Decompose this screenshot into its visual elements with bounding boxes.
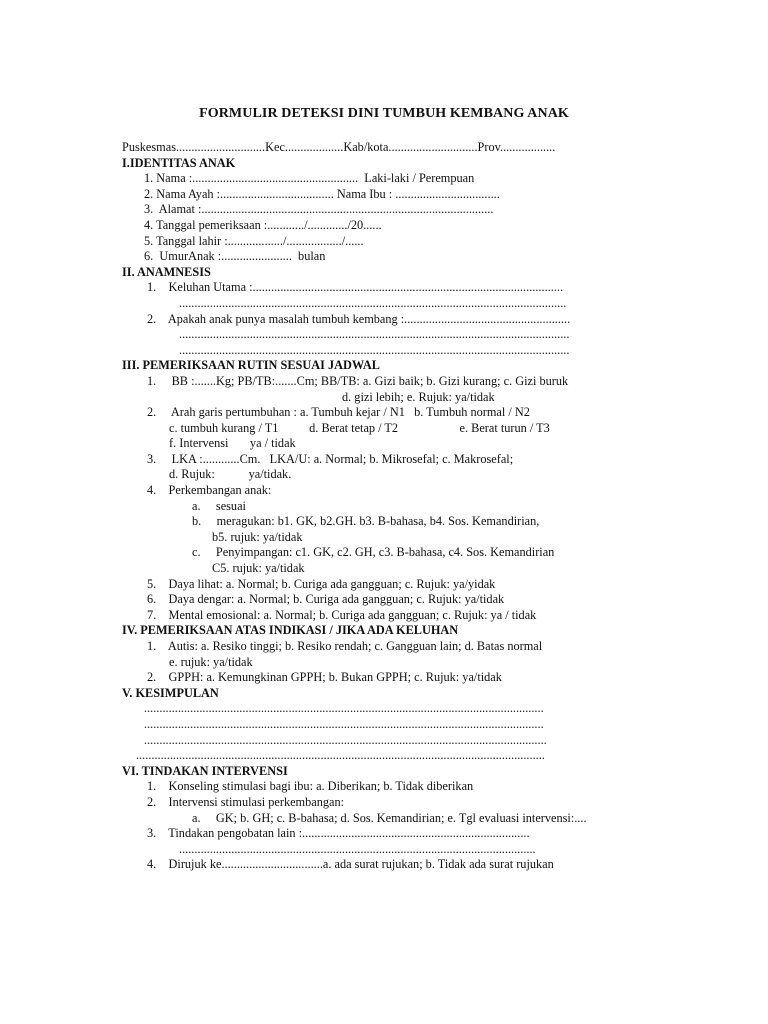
item-lka: 3. LKA :............Cm. LKA/U: a. Normal; b. Mikrosefal; c. Makrosefal; bbox=[147, 451, 514, 466]
item-perkembangan-b: b. meragukan: b1. GK, b2.GH. b3. B-bahasa, b4. Sos. Kemandirian, bbox=[192, 514, 540, 529]
kesimpulan-line-3: ................................................................................................................................... bbox=[144, 732, 547, 747]
item-konseling-stimulasi: 1. Konseling stimulasi bagi ibu: a. Diberikan; b. Tidak diberikan bbox=[147, 779, 474, 794]
item-intervensi: f. Intervensi ya / tidak bbox=[169, 436, 296, 451]
section-identitas-anak: I.IDENTITAS ANAK bbox=[122, 155, 236, 170]
kesimpulan-line-4: ..................................................................................................................................... bbox=[136, 748, 545, 763]
section-pemeriksaan-indikasi: IV. PEMERIKSAAN ATAS INDIKASI / JIKA ADA KELUHAN bbox=[122, 623, 459, 638]
field-tanggal-pemeriksaan: 4. Tanggal pemeriksaan :............/............./20...... bbox=[144, 217, 382, 232]
field-masalah-cont-1: ............................................................................................................................... bbox=[179, 327, 570, 342]
item-arah-garis-cont: c. tumbuh kurang / T1 d. Berat tetap / T2 e. Berat turun / T3 bbox=[169, 420, 550, 435]
item-autis-rujuk: e. rujuk: ya/tidak bbox=[169, 654, 253, 669]
field-umur-anak: 6. UmurAnak :....................... bulan bbox=[144, 249, 326, 264]
field-keluhan-utama-cont: .............................................................................................................................. bbox=[179, 295, 567, 310]
item-intervensi-stimulasi: 2. Intervensi stimulasi perkembangan: bbox=[147, 794, 345, 809]
item-tindakan-pengobatan: 3. Tindakan pengobatan lain :.......................................................................... bbox=[147, 826, 530, 841]
item-autis: 1. Autis: a. Resiko tinggi; b. Resiko rendah; c. Gangguan lain; d. Batas normal bbox=[147, 639, 543, 653]
item-arah-garis: 2. Arah garis pertumbuhan : a. Tumbuh kejar / N1 b. Tumbuh normal / N2 bbox=[147, 405, 530, 420]
item-mental-emosional: 7. Mental emosional: a. Normal; b. Curiga ada gangguan; c. Rujuk: ya / tidak bbox=[147, 607, 537, 622]
item-bb-pb-cont: d. gizi lebih; e. Rujuk: ya/tidak bbox=[342, 389, 495, 404]
item-bb-pb: 1. BB :.......Kg; PB/TB:.......Cm; BB/TB: a. Gizi baik; b. Gizi kurang; c. Gizi buruk bbox=[147, 373, 569, 388]
section-kesimpulan: V. KESIMPULAN bbox=[122, 685, 219, 700]
item-lka-rujuk: d. Rujuk: ya/tidak. bbox=[169, 467, 292, 482]
form-title: FORMULIR DETEKSI DINI TUMBUH KEMBANG ANAK bbox=[199, 106, 569, 121]
item-perkembangan-b-rujuk: b5. rujuk: ya/tidak bbox=[212, 529, 303, 544]
item-perkembangan-anak: 4. Perkembangan anak: bbox=[147, 483, 272, 498]
field-masalah-tumbuh-kembang: 2. Apakah anak punya masalah tumbuh kembang :...................................................... bbox=[147, 311, 571, 326]
section-tindakan-intervensi: VI. TINDAKAN INTERVENSI bbox=[122, 763, 288, 778]
section-anamnesis: II. ANAMNESIS bbox=[122, 264, 211, 279]
field-masalah-cont-2: ............................................................................................................................... bbox=[179, 342, 570, 357]
item-gpph: 2. GPPH: a. Kemungkinan GPPH; b. Bukan GPPH; c. Rujuk: ya/tidak bbox=[147, 670, 502, 685]
section-pemeriksaan-rutin: III. PEMERIKSAAN RUTIN SESUAI JADWAL bbox=[122, 358, 380, 373]
item-daya-dengar: 6. Daya dengar: a. Normal; b. Curiga ada gangguan; c. Rujuk: ya/tidak bbox=[147, 592, 505, 607]
item-perkembangan-c-rujuk: C5. rujuk: ya/tidak bbox=[212, 561, 305, 576]
kesimpulan-line-2: .................................................................................................................................. bbox=[144, 716, 544, 731]
item-daya-lihat: 5. Daya lihat: a. Normal; b. Curiga ada gangguan; c. Rujuk: ya/yidak bbox=[147, 576, 496, 591]
kesimpulan-line-1: .................................................................................................................................. bbox=[144, 701, 544, 716]
field-keluhan-utama: 1. Keluhan Utama :..................................................................................................... bbox=[147, 280, 564, 295]
item-perkembangan-a: a. sesuai bbox=[192, 498, 246, 513]
field-nama-ayah-ibu: 2. Nama Ayah :..................................... Nama Ibu : .................................. bbox=[144, 186, 500, 201]
header-line: Puskesmas.............................Kec...................Kab/kota.............................Prov.................. bbox=[122, 140, 556, 154]
item-intervensi-stimulasi-a: a. GK; b. GH; c. B-bahasa; d. Sos. Kemandirian; e. Tgl evaluasi intervensi:.... bbox=[192, 810, 587, 825]
item-tindakan-pengobatan-cont: .................................................................................................................... bbox=[179, 841, 536, 856]
field-nama: 1. Nama :...................................................... Laki-laki / Perempuan bbox=[144, 171, 475, 186]
item-dirujuk: 4. Dirujuk ke.................................a. ada surat rujukan; b. Tidak ada surat rujukan bbox=[147, 857, 554, 872]
field-tanggal-lahir: 5. Tanggal lahir :................../................../...... bbox=[144, 233, 364, 248]
form-content bbox=[122, 140, 622, 873]
item-perkembangan-c: c. Penyimpangan: c1. GK, c2. GH, c3. B-bahasa, c4. Sos. Kemandirian bbox=[192, 545, 555, 560]
field-alamat: 3. Alamat :............................................................................................... bbox=[144, 202, 494, 217]
